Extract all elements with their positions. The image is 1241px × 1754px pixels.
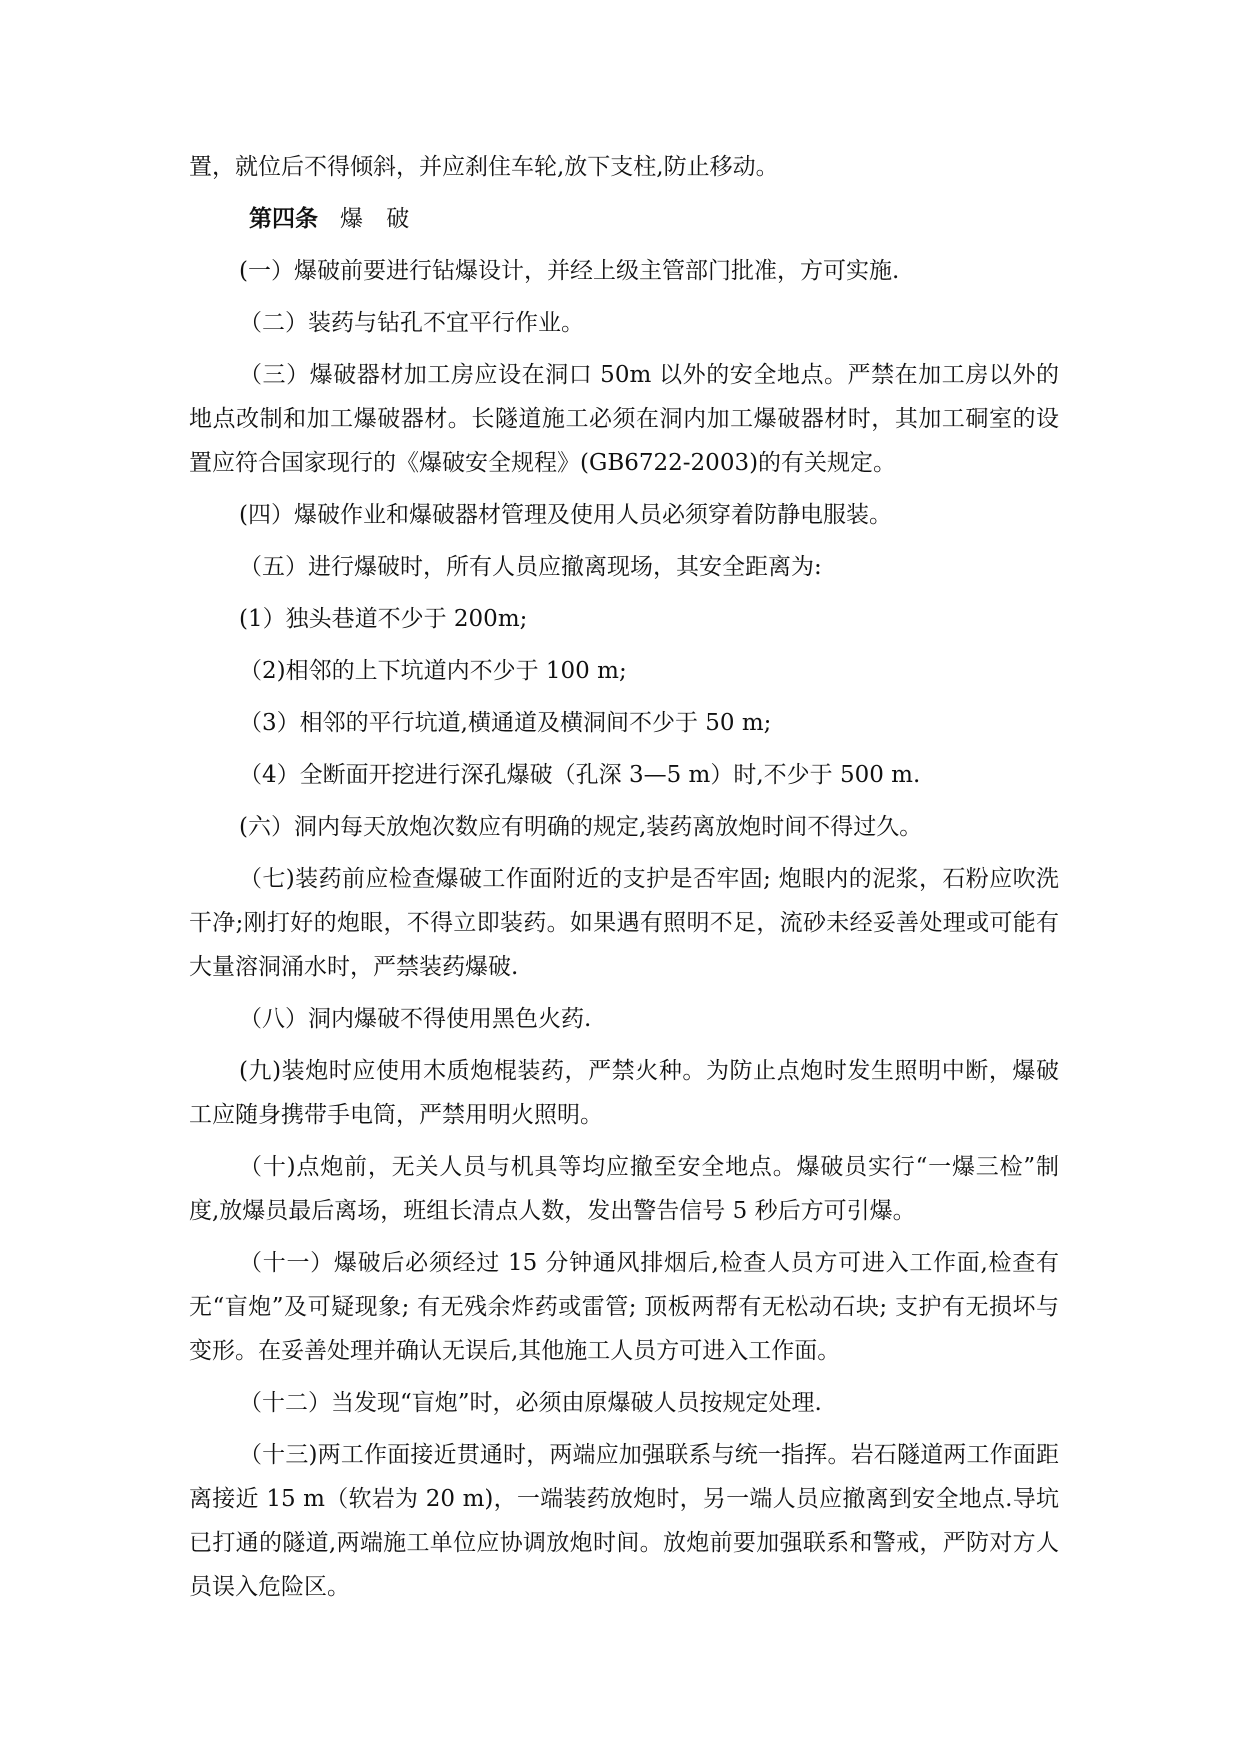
paragraph: （五）进行爆破时，所有人员应撤离现场，其安全距离为: bbox=[239, 554, 822, 580]
paragraph: （三）爆破器材加工房应设在洞口 50m 以外的安全地点。严禁在加工房以外的地点改制和加工爆破器材。长隧道施工必须在洞内加工爆破器材时，其加工硐室的设置应符合国家现行的《爆破安全规程》(GB6722-2003)的有关规定。 bbox=[189, 362, 1059, 476]
paragraph: (六）洞内每天放炮次数应有明确的规定,装药离放炮时间不得过久。 bbox=[239, 814, 923, 840]
paragraph: (九)装炮时应使用木质炮棍装药，严禁火种。为防止点炮时发生照明中断，爆破工应随身携带手电筒，严禁用明火照明。 bbox=[189, 1058, 1059, 1128]
paragraph: （七)装药前应检查爆破工作面附近的支护是否牢固; 炮眼内的泥浆，石粉应吹洗干净;刚打好的炮眼，不得立即装药。如果遇有照明不足，流砂未经妥善处理或可能有大量溶洞涌水时，严禁装药爆破. bbox=[189, 866, 1059, 980]
list-item: (1）独头巷道不少于 200m; bbox=[239, 606, 528, 632]
paragraph: （十)点炮前，无关人员与机具等均应撤至安全地点。爆破员实行“一爆三检”制度,放爆员最后离场，班组长清点人数，发出警告信号 5 秒后方可引爆。 bbox=[189, 1154, 1059, 1224]
list-item: （2)相邻的上下坑道内不少于 100 m; bbox=[239, 658, 627, 684]
paragraph: (一）爆破前要进行钻爆设计，并经上级主管部门批准，方可实施. bbox=[239, 258, 900, 284]
section-heading bbox=[189, 197, 1059, 241]
paragraph: （十三)两工作面接近贯通时，两端应加强联系与统一指挥。岩石隧道两工作面距离接近 15 m（软岩为 20 m)，一端装药放炮时，另一端人员应撤离到安全地点.导坑已打通的隧道,两端施工单位应协调放炮时间。放炮前要加强联系和警戒，严防对方人员误入危险区。 bbox=[189, 1442, 1059, 1600]
paragraph: （十二）当发现“盲炮”时，必须由原爆破人员按规定处理. bbox=[239, 1390, 822, 1416]
list-item: （3）相邻的平行坑道,横通道及横洞间不少于 50 m; bbox=[239, 710, 772, 736]
section-number: 第四条 bbox=[249, 206, 318, 232]
document-body bbox=[189, 145, 1059, 1617]
section-title: 爆 破 bbox=[340, 206, 418, 232]
list-item: （4）全断面开挖进行深孔爆破（孔深 3—5 m）时,不少于 500 m. bbox=[239, 762, 921, 788]
paragraph: （二）装药与钻孔不宜平行作业。 bbox=[239, 310, 584, 336]
paragraph: （十一）爆破后必须经过 15 分钟通风排烟后,检查人员方可进入工作面,检查有无“盲炮”及可疑现象; 有无残余炸药或雷管; 顶板两帮有无松动石块; 支护有无损坏与变形。在妥善处理并确认无误后,其他施工人员方可进入工作面。 bbox=[189, 1250, 1059, 1364]
paragraph: 置，就位后不得倾斜，并应刹住车轮,放下支柱,防止移动。 bbox=[189, 154, 779, 180]
paragraph: （八）洞内爆破不得使用黑色火药. bbox=[239, 1006, 592, 1032]
paragraph: (四）爆破作业和爆破器材管理及使用人员必须穿着防静电服装。 bbox=[239, 502, 892, 528]
